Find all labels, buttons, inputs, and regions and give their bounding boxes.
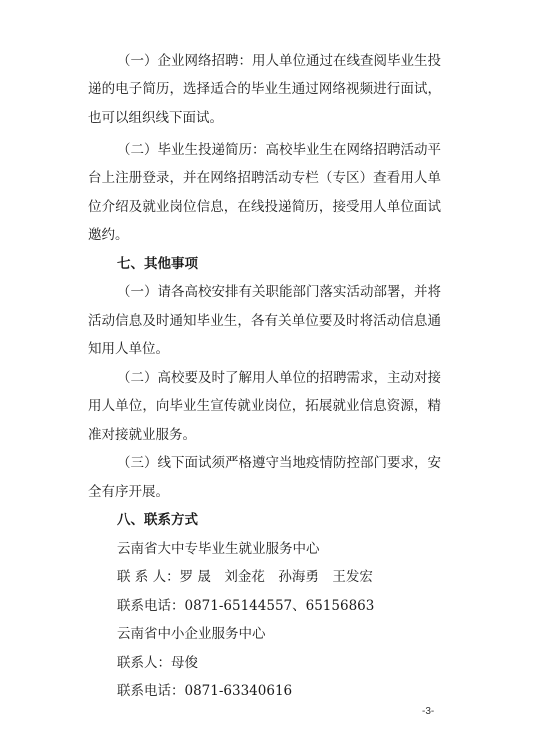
paragraph-line: 全有序开展。 [88,484,169,500]
paragraph-line: 也可以组织线下面试。 [88,110,223,126]
section-heading: 七、其他事项 [117,256,198,272]
contact-phone: 联系电话：0871-63340616 [117,683,293,699]
paragraph-line: 活动信息及时通知毕业生，各有关单位要及时将活动信息通 [88,313,441,329]
paragraph-line: （二）高校要及时了解用人单位的招聘需求，主动对接 [117,370,441,386]
contact-organization: 云南省中小企业服务中心 [117,626,266,642]
paragraph-line: 邀约。 [88,227,129,243]
contact-people: 联系人：母俊 [117,655,198,671]
paragraph-line: 位介绍及就业岗位信息，在线投递简历，接受用人单位面试 [88,199,441,215]
contact-people: 联 系 人：罗 晟 刘金花 孙海勇 王发宏 [117,569,373,585]
page-number: -3- [422,706,435,717]
contact-organization: 云南省大中专毕业生就业服务中心 [117,541,320,557]
section-heading: 八、联系方式 [117,512,198,528]
paragraph-line: （三）线下面试须严格遵守当地疫情防控部门要求，安 [117,455,441,471]
paragraph-line: 知用人单位。 [88,341,169,357]
paragraph-line: （一）企业网络招聘：用人单位通过在线查阅毕业生投 [117,53,441,69]
paragraph-line: 准对接就业服务。 [88,427,196,443]
paragraph-line: 台上注册登录，并在网络招聘活动专栏（专区）查看用人单 [88,170,441,186]
paragraph-line: （二）毕业生投递简历：高校毕业生在网络招聘活动平 [117,142,441,158]
paragraph-line: （一）请各高校安排有关职能部门落实活动部署，并将 [117,284,441,300]
paragraph-line: 用人单位，向毕业生宣传就业岗位，拓展就业信息资源，精 [88,398,441,414]
contact-phone: 联系电话：0871-65144557、65156863 [117,598,375,614]
paragraph-line: 递的电子简历，选择适合的毕业生通过网络视频进行面试， [88,81,441,97]
